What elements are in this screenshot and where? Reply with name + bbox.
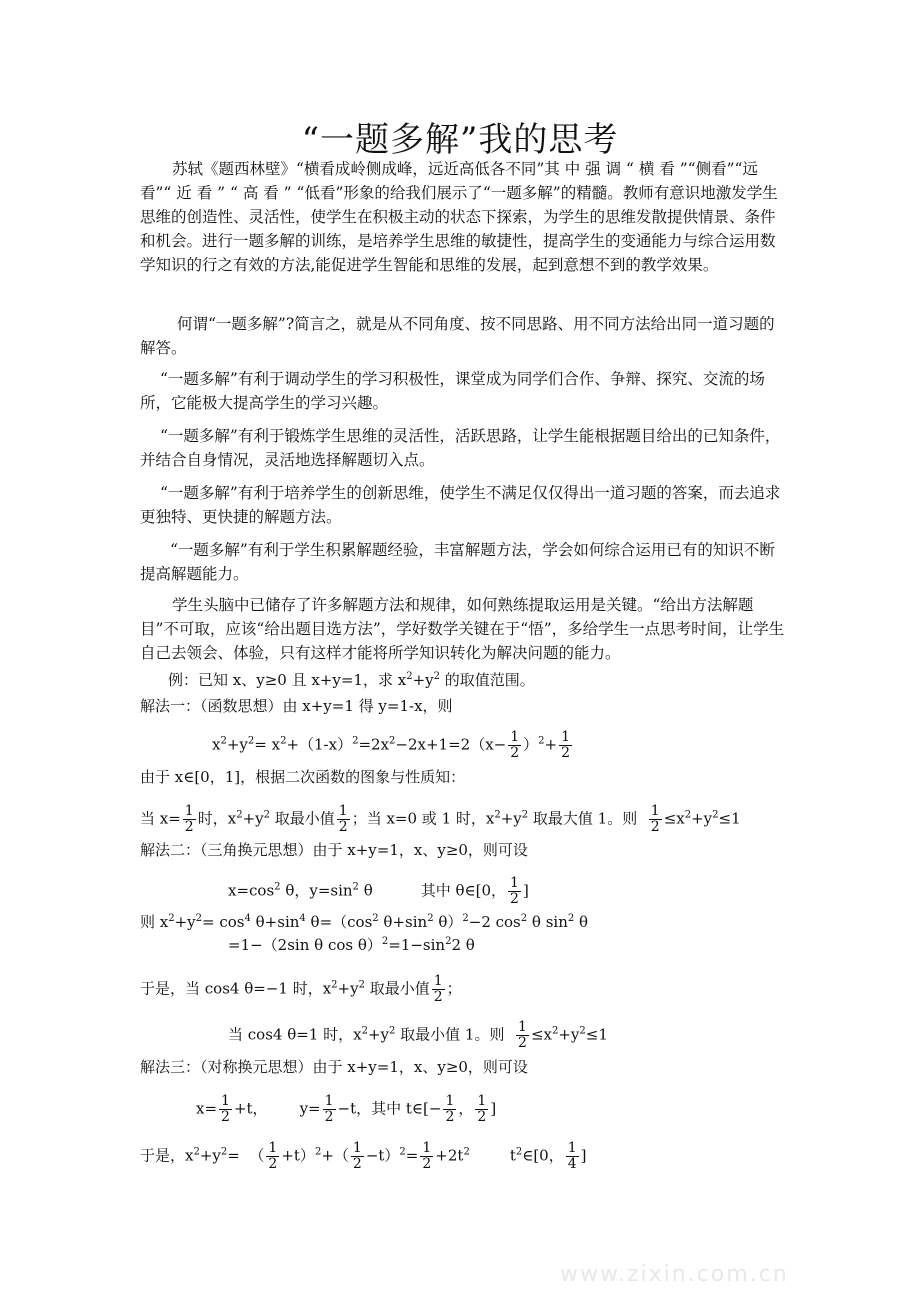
fraction: $\frac{1}{2}$ xyxy=(445,1093,455,1125)
solution-1-heading: 解法一：（函数思想）由 x+y=1 得 y=1-x，则 xyxy=(140,697,453,715)
paragraph-benefit-4: “一题多解”有利于学生积累解题经验，丰富解题方法，学会如何综合运用已有的知识不断提高解题能力。 xyxy=(140,541,775,583)
fraction: $\frac{1}{2}$ xyxy=(650,803,660,835)
fraction: $\frac{1}{2}$ xyxy=(510,729,520,761)
paragraph-definition: 何谓“一题多解”?简言之，就是从不同角度、按不同思路、用不同方法给出同一道习题的解答。 xyxy=(140,315,775,357)
watermark: www.zixin.com.cn xyxy=(560,1262,789,1287)
solution-2-equation-1: 则 $x^2+y^2= \cos^4 \theta+\sin^4$ $\theta=(\cos^2$ $\theta+\sin^2$ θ）$^2$−2 $\cos^2 \theta$ $\sin^2 \theta$ xyxy=(140,913,589,931)
solution-3-substitution: x= $\frac{1}{2}$ +t， y= $\frac{1}{2}$ −t，其中 t∈[− $\frac{1}{2}$ ， $\frac{1}{2}$ ] xyxy=(196,1093,497,1125)
fraction: $\frac{1}{2}$ xyxy=(324,1093,334,1125)
fraction: $\frac{1}{4}$ xyxy=(567,1140,577,1172)
solution-2-result-2: 当 cos4 θ=1 时，$x^2+y^2$ 取最小值 1。则 $\frac{1}{2}$ $\le x^2+y^2\le 1$ xyxy=(228,1019,608,1051)
fraction: $\frac{1}{2}$ xyxy=(338,803,348,835)
paragraph-intro: 苏轼《题西林壁》“横看成岭侧成峰，远近高低各不同”其 中 强 调 “ 横 看 ”“侧看”“远看”“ 近 看 ” “ 高 看 ” “低看”形象的给我们展示了“一题多解”的精髓。教师有意识地激发学生思维的创造性、灵活性，使学生在积极主动的状态下探索，为学生的思维发散提供情景、条件和机会。进行一题多解的训练，是培养学生思维的敏捷性，提高学生的变通能力与综合运用数学知识的行之有效的方法,能促进学生智能和思维的发展，起到意想不到的教学效果。 xyxy=(140,160,778,274)
fraction: $\frac{1}{2}$ xyxy=(422,1140,432,1172)
page-title: “一题多解”我的思考 xyxy=(301,120,619,160)
solution-2-result-1: 于是，当 cos4 θ=−1 时，$x^2+y^2$ 取最小值 $\frac{1}{2}$ ； xyxy=(140,973,462,1005)
fraction: $\frac{1}{2}$ xyxy=(352,1140,362,1172)
paragraph-benefit-3: “一题多解”有利于培养学生的创新思维，使学生不满足仅仅得出一道习题的答案，而去追求更独特、更快捷的解题方法。 xyxy=(140,484,781,526)
solution-3-heading: 解法三：（对称换元思想）由于 x+y=1，x、y≥0，则可设 xyxy=(140,1058,528,1076)
fraction: $\frac{1}{2}$ xyxy=(268,1140,278,1172)
fraction: $\frac{1}{2}$ xyxy=(510,875,519,907)
fraction: $\frac{1}{2}$ xyxy=(477,1093,487,1125)
fraction: $\frac{1}{2}$ xyxy=(184,803,194,835)
solution-1-equation: $x^2+y^2= x^2+(1-x)^2=2x^2-2x+1=2(x-$ $\frac{1}{2}$ ）$^2$+ $\frac{1}{2}$ xyxy=(212,729,571,761)
fraction: $\frac{1}{2}$ xyxy=(561,729,571,761)
paragraph-benefit-1: “一题多解”有利于调动学生的学习积极性，课堂成为同学们合作、争辩、探究、交流的场所，它能极大提高学生的学习兴趣。 xyxy=(140,370,765,412)
fraction: $\frac{1}{2}$ xyxy=(221,1093,230,1125)
fraction: $\frac{1}{2}$ xyxy=(518,1019,527,1051)
fraction: $\frac{1}{2}$ xyxy=(433,973,443,1005)
paragraph-benefit-2: “一题多解”有利于锻炼学生思维的灵活性，活跃思路，让学生能根据题目给出的已知条件，并结合自身情况，灵活地选择解题切入点。 xyxy=(140,427,781,469)
solution-1-note: 由于 x∈[0，1]，根据二次函数的图象与性质知： xyxy=(140,768,466,786)
paragraph-method: 学生头脑中已储存了许多解题方法和规律，如何熟练提取运用是关键。“给出方法解题目”不可取，应该“给出题目选方法”，学好数学关键在于“悟”，多给学生一点思考时间，让学生自己去领会、体验，只有这样才能将所学知识转化为解决问题的能力。 xyxy=(140,596,785,662)
solution-1-result: 当 x= $\frac{1}{2}$ 时，$x^2+y^2$ 取最小值 $\frac{1}{2}$ ；当 x=0 或 1 时，$x^2+y^2$ 取最大值 1。则 $\frac{1}{2}$ $\le x^2+y^2\le 1$ xyxy=(140,803,741,835)
example-problem: 例：已知 x、y≥0 且 x+y=1，求 $x^2+y^2$ 的取值范围。 xyxy=(168,671,535,689)
solution-2-heading: 解法二：（三角换元思想）由于 x+y=1，x、y≥0，则可设 xyxy=(140,841,528,859)
solution-2-equation-2: =1−（2sin θ $\cos \theta)^2=1-\sin^22$ θ xyxy=(228,936,475,954)
solution-3-equation: 于是，$x^2+y^2=$ （ $\frac{1}{2}$ +t）$^2$+（ $\frac{1}{2}$ −t）$^2$= $\frac{1}{2}$ $+2t^2$ $t^2\in[0$， $\frac{1}{4}$ ] xyxy=(140,1140,587,1172)
solution-2-substitution: $x=\cos^2$ θ，$y=\sin^2$ θ 其中 θ∈[0， $\frac{1}{2}$ ] xyxy=(228,875,529,907)
